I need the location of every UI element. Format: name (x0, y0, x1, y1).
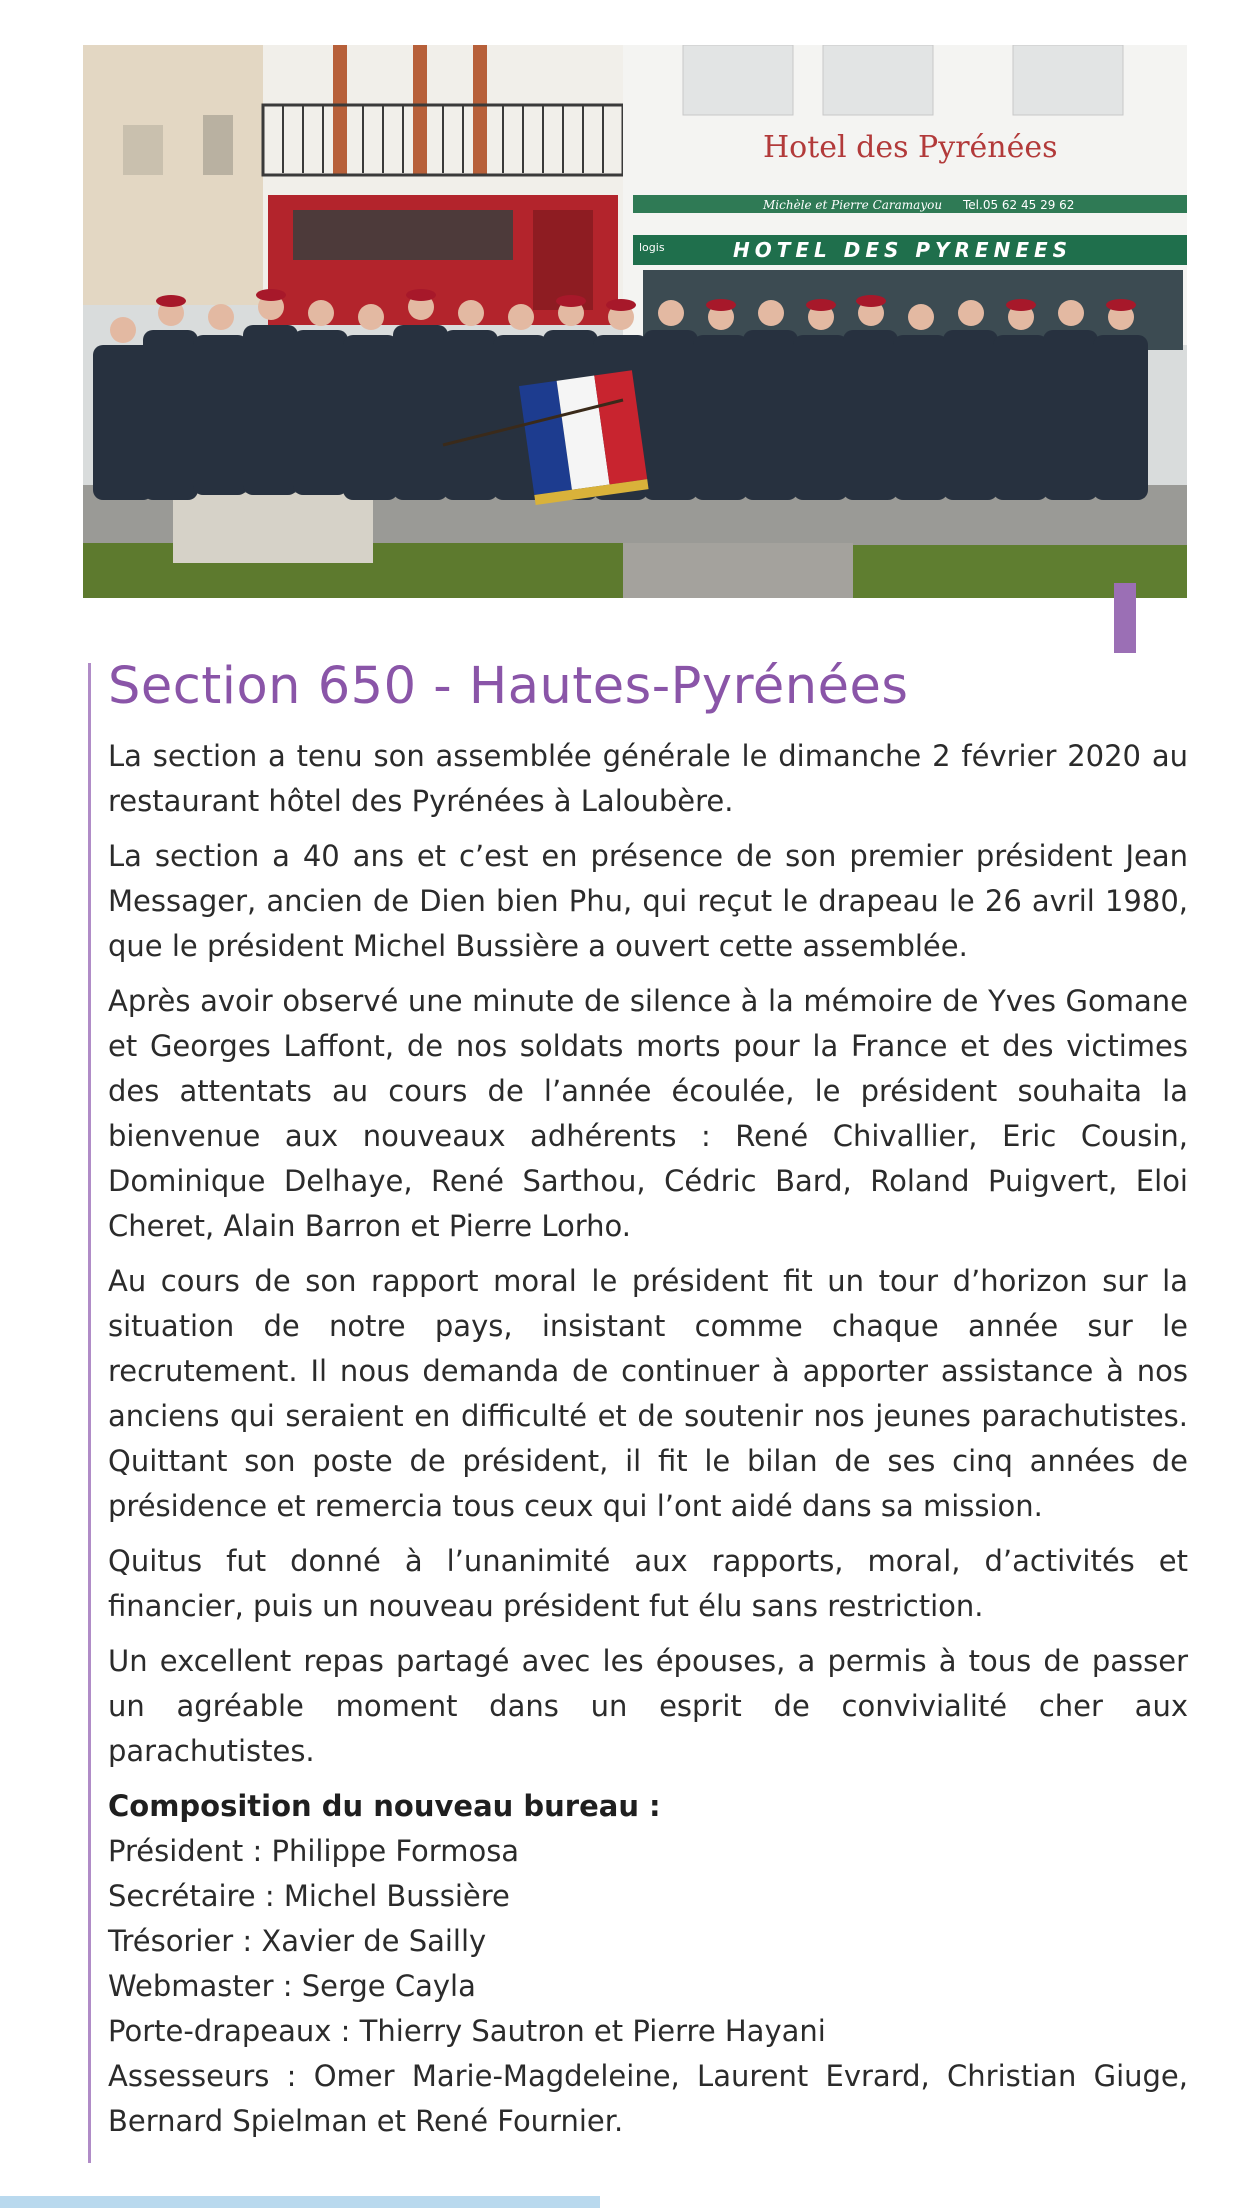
paragraph-5: Quitus fut donné à l’unanimité aux rapports, moral, d’activités et financier, puis un nouveau président fut élu sans restriction. (108, 1544, 1188, 1623)
paragraph-2: La section a 40 ans et c’est en présence de son premier président Jean Messager, ancien de Dien bien Phu, qui reçut le drapeau le 26 avril 1980, que le président Michel Bussière a ouvert cette assemblée. (108, 839, 1188, 963)
hotel-owners: Michèle et Pierre Caramayou (763, 198, 943, 212)
bottom-strip (0, 2196, 600, 2208)
hotel-phone: Tel.05 62 45 29 62 (963, 198, 1075, 212)
bureau-list (108, 1829, 1188, 2144)
paragraph-3: Après avoir observé une minute de silence à la mémoire de Yves Gomane et Georges Laffont, de nos soldats morts pour la France et des victimes des attentats au cours de l’année écoulée, le président souhaita la bienvenue aux nouveaux adhérents : René Chivallier, Eric Cousin, Dominique Delhaye, René Sarthou, Cédric Bard, Roland Puigvert, Eloi Cheret, Alain Barron et Pierre Lorho. (108, 984, 1188, 1243)
bureau-treasurer: Trésorier : Xavier de Sailly (108, 1924, 487, 1958)
bureau-webmaster: Webmaster : Serge Cayla (108, 1969, 476, 2003)
paragraph-6: Un excellent repas partagé avec les épouses, a permis à tous de passer un agréable moment dans un esprit de convivialité cher aux parachutistes. (108, 1644, 1188, 1768)
accent-rule (88, 663, 91, 2163)
bureau-flag-bearers: Porte-drapeaux : Thierry Sautron et Pierre Hayani (108, 2014, 826, 2048)
paragraph-4: Au cours de son rapport moral le président fit un tour d’horizon sur la situation de notre pays, insistant comme chaque année sur le recrutement. Il nous demanda de continuer à apporter assistance à nos anciens qui seraient en difficulté et de soutenir nos jeunes parachutistes. Quittant son poste de président, il fit le bilan de ses cinq années de présidence et remercia tous ceux qui l’ont aidé dans sa mission. (108, 1264, 1188, 1523)
bureau-secretary: Secrétaire : Michel Bussière (108, 1879, 510, 1913)
bureau-president: Président : Philippe Formosa (108, 1834, 520, 1868)
section-title: Section 650 - Hautes-Pyrénées (108, 657, 909, 716)
article (108, 650, 1188, 2144)
group-photo (83, 45, 1187, 598)
accent-tab (1114, 583, 1136, 653)
bureau-heading: Composition du nouveau bureau : (108, 1789, 661, 1823)
hotel-sign: Hotel des Pyrénées (763, 130, 1058, 165)
paragraph-1: La section a tenu son assemblée générale le dimanche 2 février 2020 au restaurant hôtel des Pyrénées à Laloubère. (108, 739, 1188, 818)
bureau-assessors: Assesseurs : Omer Marie-Magdeleine, Laurent Evrard, Christian Giuge, Bernard Spielman et René Fournier. (108, 2059, 1188, 2138)
hotel-awning: HOTEL DES PYRENEES (733, 238, 1073, 262)
hotel-brand: logis (639, 241, 665, 254)
